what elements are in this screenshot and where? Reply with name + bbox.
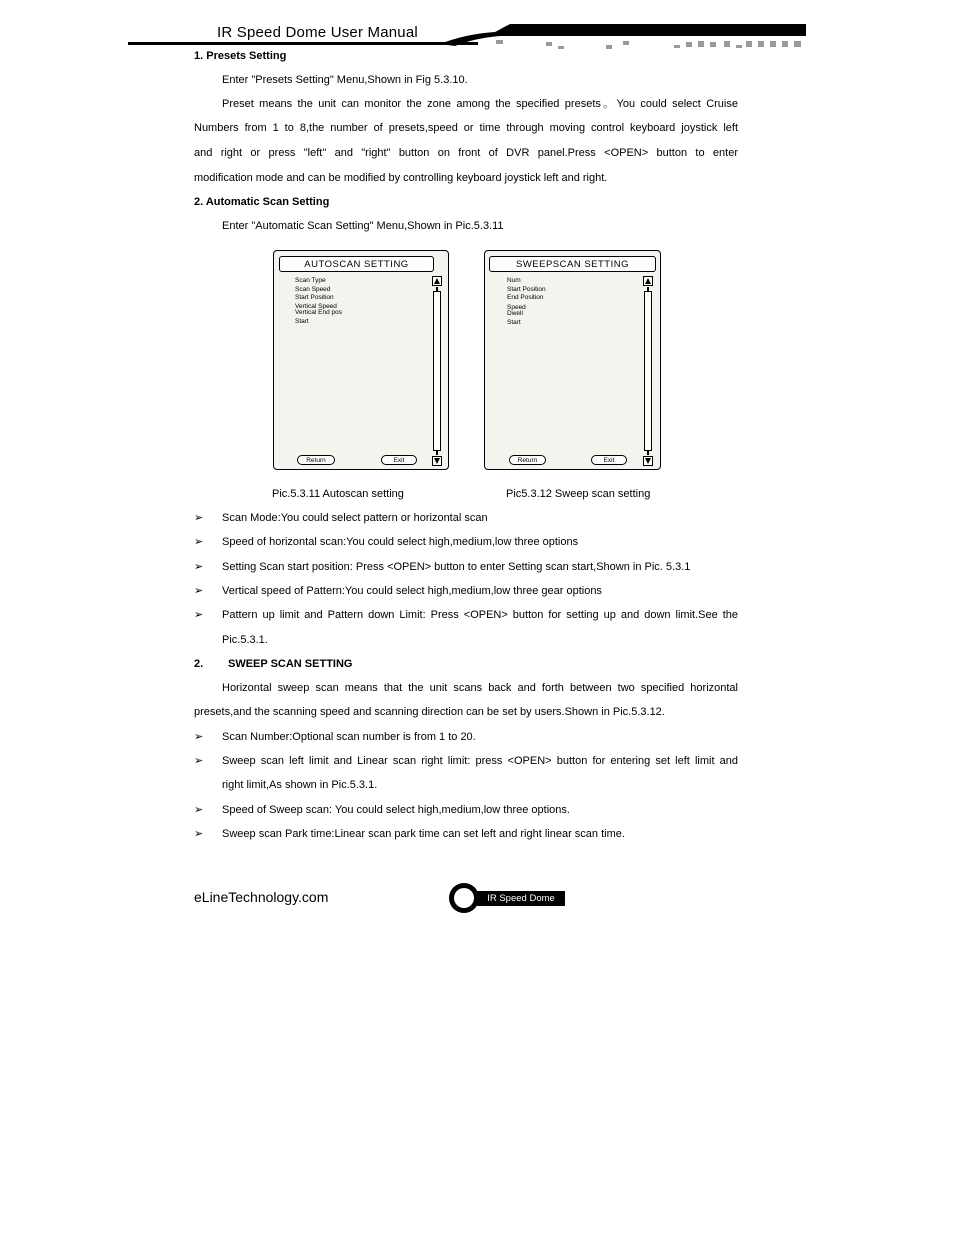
menu-item: Num: [507, 277, 521, 284]
exit-button: Exit: [591, 455, 627, 465]
bullet-arrow-icon: ➢: [194, 828, 204, 840]
footer-website: eLineTechnology.com: [194, 889, 329, 905]
menu-item: Start Position: [295, 294, 334, 302]
sweep-para-line-2: presets,and the scanning speed and scanning direction can be set by users.Shown in Pic.5.3.12.: [194, 706, 665, 718]
sweep-heading: SWEEP SCAN SETTING: [228, 658, 353, 670]
presets-para-line-1: Preset means the unit can monitor the zone among the specified presets。You could select Cruise: [222, 98, 738, 110]
return-button: Return: [509, 455, 546, 465]
scroll-down-arrow-icon: [432, 456, 442, 466]
bullet-arrow-icon: ➢: [194, 731, 204, 743]
bullet-arrow-icon: ➢: [194, 609, 204, 621]
bullet-arrow-icon: ➢: [194, 755, 204, 767]
scroll-tick: [436, 451, 438, 455]
bullet-text: Speed of Sweep scan: You could select high,medium,low three options.: [222, 804, 570, 816]
autoscan-menu-title: AUTOSCAN SETTING: [279, 256, 434, 272]
scrollbar-track: [433, 291, 441, 451]
menu-item: Speed: [507, 303, 526, 311]
presets-enter-text: Enter "Presets Setting" Menu,Shown in Fig 5.3.10.: [222, 74, 468, 86]
footer-logo-label: IR Speed Dome: [477, 891, 565, 906]
return-button: Return: [297, 455, 335, 465]
autoscan-menu-items: [295, 277, 342, 327]
bullet-text: Sweep scan Park time:Linear scan park time can set left and right linear scan time.: [222, 828, 625, 840]
menu-item: Start: [295, 317, 309, 325]
bullet-text-continued: Pic.5.3.1.: [222, 634, 268, 646]
presets-para-line-4: modification mode and can be modified by controlling keyboard joystick left and right.: [194, 172, 608, 184]
scroll-up-arrow-icon: [432, 276, 442, 286]
menu-item: Start Position: [507, 285, 546, 293]
scroll-up-arrow-icon: [643, 276, 653, 286]
bullet-arrow-icon: ➢: [194, 561, 204, 573]
logo-ring-icon: [449, 883, 479, 913]
scroll-down-arrow-icon: [643, 456, 653, 466]
menu-item: End Position: [507, 294, 544, 302]
bullet-text: Vertical speed of Pattern:You could select high,medium,low three gear options: [222, 585, 602, 597]
presets-para-line-3: and right or press "left" and "right" button on front of DVR panel.Press <OPEN> button to enter: [194, 147, 738, 159]
presets-para-line-2: Numbers from 1 to 8,the number of presets,speed or time through moving control keyboard joystick left: [194, 122, 738, 134]
bullet-arrow-icon: ➢: [194, 804, 204, 816]
autoscan-menu-screenshot: [273, 250, 449, 470]
header-rule: [128, 42, 478, 45]
bullet-text: Pattern up limit and Pattern down Limit: Press <OPEN> button for setting up and down limit.See the: [222, 609, 738, 621]
menu-item: Vertical Speed: [295, 302, 337, 310]
sweepscan-menu-items: [507, 277, 546, 328]
scroll-tick: [647, 451, 649, 455]
header-decoration: [440, 22, 806, 50]
bullet-text: Scan Mode:You could select pattern or horizontal scan: [222, 512, 488, 524]
presets-heading: 1. Presets Setting: [194, 50, 287, 62]
autoscan-enter-text: Enter "Automatic Scan Setting" Menu,Shown in Pic.5.3.11: [222, 220, 504, 232]
sweepscan-caption: Pic5.3.12 Sweep scan setting: [506, 488, 651, 500]
autoscan-heading: 2. Automatic Scan Setting: [194, 196, 330, 208]
menu-item: Vertical End pos: [295, 309, 342, 317]
scrollbar-track: [644, 291, 652, 451]
sweepscan-menu-title: SWEEPSCAN SETTING: [489, 256, 656, 272]
autoscan-caption: Pic.5.3.11 Autoscan setting: [272, 488, 404, 500]
bullet-text: Speed of horizontal scan:You could select high,medium,low three options: [222, 536, 579, 548]
sweep-para-line-1: Horizontal sweep scan means that the unit scans back and forth between two specified horizontal: [222, 682, 738, 694]
sweepscan-menu-screenshot: [484, 250, 661, 470]
manual-title: IR Speed Dome User Manual: [217, 24, 418, 41]
sweep-number: 2.: [194, 658, 204, 670]
bullet-text: Setting Scan start position: Press <OPEN> button to enter Setting scan start,Shown in Pic. 5.3.1: [222, 561, 691, 573]
menu-item: Scan Type: [295, 277, 326, 284]
bullet-text: Sweep scan left limit and Linear scan right limit: press <OPEN> button for entering set left limit and: [222, 755, 738, 767]
menu-item: Start: [507, 318, 521, 326]
bullet-arrow-icon: ➢: [194, 536, 204, 548]
exit-button: Exit: [381, 455, 417, 465]
bullet-text-continued: right limit,As shown in Pic.5.3.1.: [222, 779, 378, 791]
menu-item: Dwell: [507, 310, 523, 318]
bullet-arrow-icon: ➢: [194, 585, 204, 597]
menu-item: Scan Speed: [295, 285, 331, 293]
bullet-text: Scan Number:Optional scan number is from 1 to 20.: [222, 731, 476, 743]
bullet-arrow-icon: ➢: [194, 512, 204, 524]
